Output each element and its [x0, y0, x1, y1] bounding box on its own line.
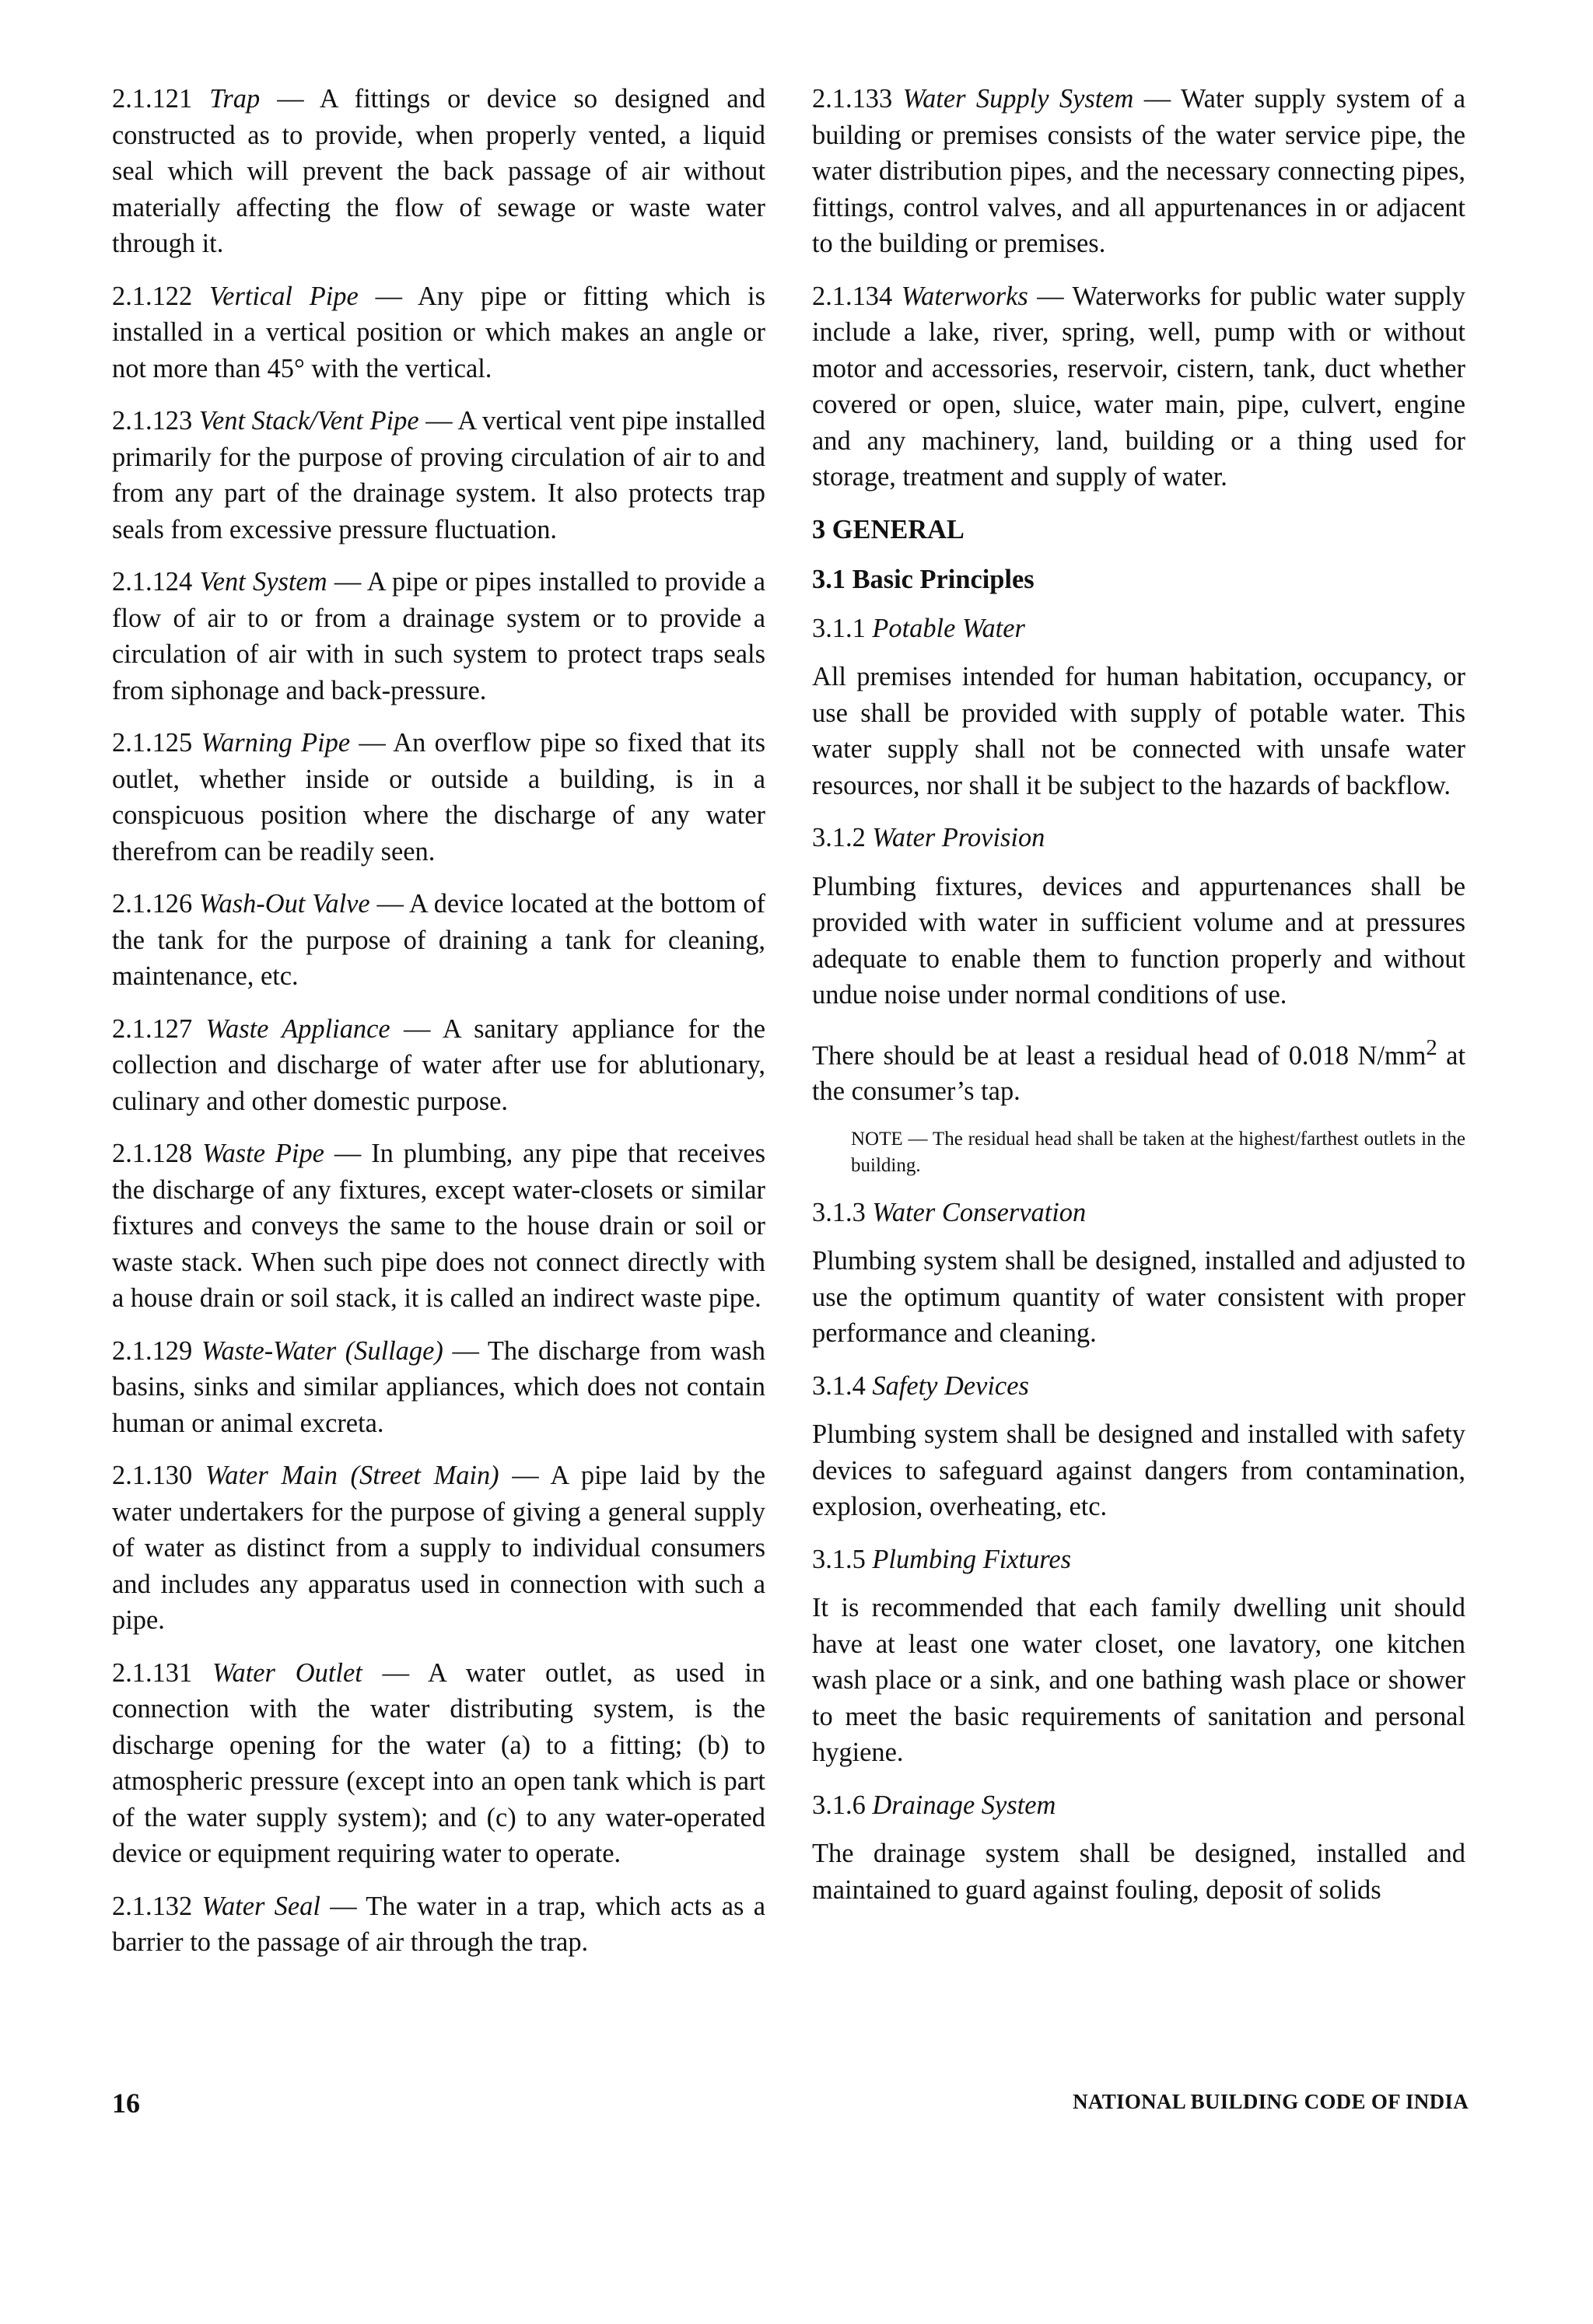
right-column [812, 81, 1465, 1924]
definition-2-1-131: 2.1.131 Water Outlet — A water outlet, as used in connection with the water distributing system, is the discharge opening for the water (a) to a fitting; (b) to atmospheric pressure (except into an open tank which is part of the water supply system); and (c) to any water-operated device or equipment requiring water to operate. [112, 1657, 765, 1868]
clause-text-3-1-3: Plumbing system shall be designed, installed and adjusted to use the optimum quantity of water consistent with proper performance and cleaning. [812, 1246, 1465, 1349]
definition-2-1-125: 2.1.125 Warning Pipe — An overflow pipe so fixed that its outlet, whether inside or outside a building, is in a conspicuous position where the discharge of any water therefrom can be readily seen. [112, 728, 765, 866]
definition-2-1-123: 2.1.123 Vent Stack/Vent Pipe — A vertical vent pipe installed primarily for the purpose of proving circulation of air to and from any part of the drainage system. It also protects trap seals from excessive pressure fluctuation. [112, 406, 765, 544]
clause-heading-3-1-3: 3.1.3 Water Conservation [812, 1197, 1087, 1227]
clause-text-3-1-2-residual-head: There should be at least a residual head of 0.018 $N/mm^2$ at the consumer’s tap. [812, 1034, 1465, 1107]
definition-2-1-126: 2.1.126 Wash-Out Valve — A device located at the bottom of the tank for the purpose of draining a tank for cleaning, maintenance, etc. [112, 889, 765, 991]
definition-2-1-129: 2.1.129 Waste-Water (Sullage) — The discharge from wash basins, sinks and similar appliances, which does not contain human or animal excreta. [112, 1335, 766, 1438]
clause-heading-3-1-4: 3.1.4 Safety Devices [812, 1370, 1029, 1401]
definition-2-1-130: 2.1.130 Water Main (Street Main) — A pipe laid by the water undertakers for the purpose of giving a general supply of water as distinct from a supply to individual consumers and includes any apparatus used in connection with such a pipe. [112, 1461, 765, 1635]
page-number: 16 [112, 2088, 140, 2119]
definition-2-1-122: 2.1.122 Vertical Pipe — Any pipe or fitting which is installed in a vertical position or which makes an angle or not more than 45° with the vertical. [112, 281, 765, 383]
definition-2-1-127: 2.1.127 Waste Appliance — A sanitary appliance for the collection and discharge of water after use for ablutionary, culinary and other domestic purpose. [112, 1013, 765, 1116]
footer-title: NATIONAL BUILDING CODE OF INDIA [1073, 2090, 1469, 2113]
clause-text-3-1-6: The drainage system shall be designed, installed and maintained to guard against fouling, deposit of solids [812, 1839, 1465, 1905]
note: NOTE — The residual head shall be taken at the highest/farthest outlets in the building. [851, 1128, 1465, 1176]
clause-heading-3-1-2: 3.1.2 Water Provision [812, 823, 1045, 852]
clause-text-3-1-1: All premises intended for human habitation, occupancy, or use shall be provided with supply of potable water. This water supply shall not be connected with unsafe water resources, nor shall it be subject to the hazards of backflow. [812, 662, 1465, 800]
section-heading: 3 GENERAL [812, 514, 965, 544]
clause-heading-3-1-6: 3.1.6 Drainage System [812, 1790, 1056, 1820]
subsection-heading: 3.1 Basic Principles [812, 565, 1035, 594]
definition-2-1-133: 2.1.133 Water Supply System — Water supply system of a building or premises consists of the water service pipe, the water distribution pipes, and the necessary connecting pipes, fittings, control valves, and all appurtenances in or adjacent to the building or premises. [812, 84, 1465, 258]
clause-text-3-1-4: Plumbing system shall be designed and installed with safety devices to safeguard against dangers from contamination, explosion, overheating, etc. [812, 1419, 1465, 1522]
definition-2-1-121: 2.1.121 Trap — A fittings or device so designed and constructed as to provide, when properly vented, a liquid seal which will prevent the back passage of air without materially affecting the flow of sewage or waste water through it. [112, 84, 765, 258]
clause-text-3-1-2: Plumbing fixtures, devices and appurtenances shall be provided with water in sufficient volume and at pressures adequate to enable them to function properly and without undue noise under normal conditions of use. [812, 871, 1465, 1010]
definition-2-1-134: 2.1.134 Waterworks — Waterworks for public water supply include a lake, river, spring, well, pump with or without motor and accessories, reservoir, cistern, tank, duct whether covered or open, sluice, water main, pipe, culvert, engine and any machinery, land, building or a thing used for storage, treatment and supply of water. [812, 281, 1465, 492]
definition-2-1-128: 2.1.128 Waste Pipe — In plumbing, any pipe that receives the discharge of any fixtures, except water-closets or similar fixtures and conveys the same to the house drain or soil or waste stack. When such pipe does not connect directly with a house drain or soil stack, it is called an indirect waste pipe. [112, 1139, 765, 1313]
clause-text-3-1-5: It is recommended that each family dwelling unit should have at least one water closet, one lavatory, one kitchen wash place or a sink, and one bathing wash place or shower to meet the basic requirements of sanitation and personal hygiene. [812, 1593, 1465, 1768]
clause-heading-3-1-5: 3.1.5 Plumbing Fixtures [812, 1544, 1072, 1574]
definition-2-1-132: 2.1.132 Water Seal — The water in a trap, which acts as a barrier to the passage of air through the trap. [112, 1891, 766, 1957]
left-column [112, 81, 765, 1977]
clause-heading-3-1-1: 3.1.1 Potable Water [812, 613, 1025, 643]
page-footer [112, 2087, 1469, 2126]
definition-2-1-124: 2.1.124 Vent System — A pipe or pipes installed to provide a flow of air to or from a drainage system or to provide a circulation of air with in such system to protect traps seals from siphonage and back-pressure. [112, 567, 765, 705]
